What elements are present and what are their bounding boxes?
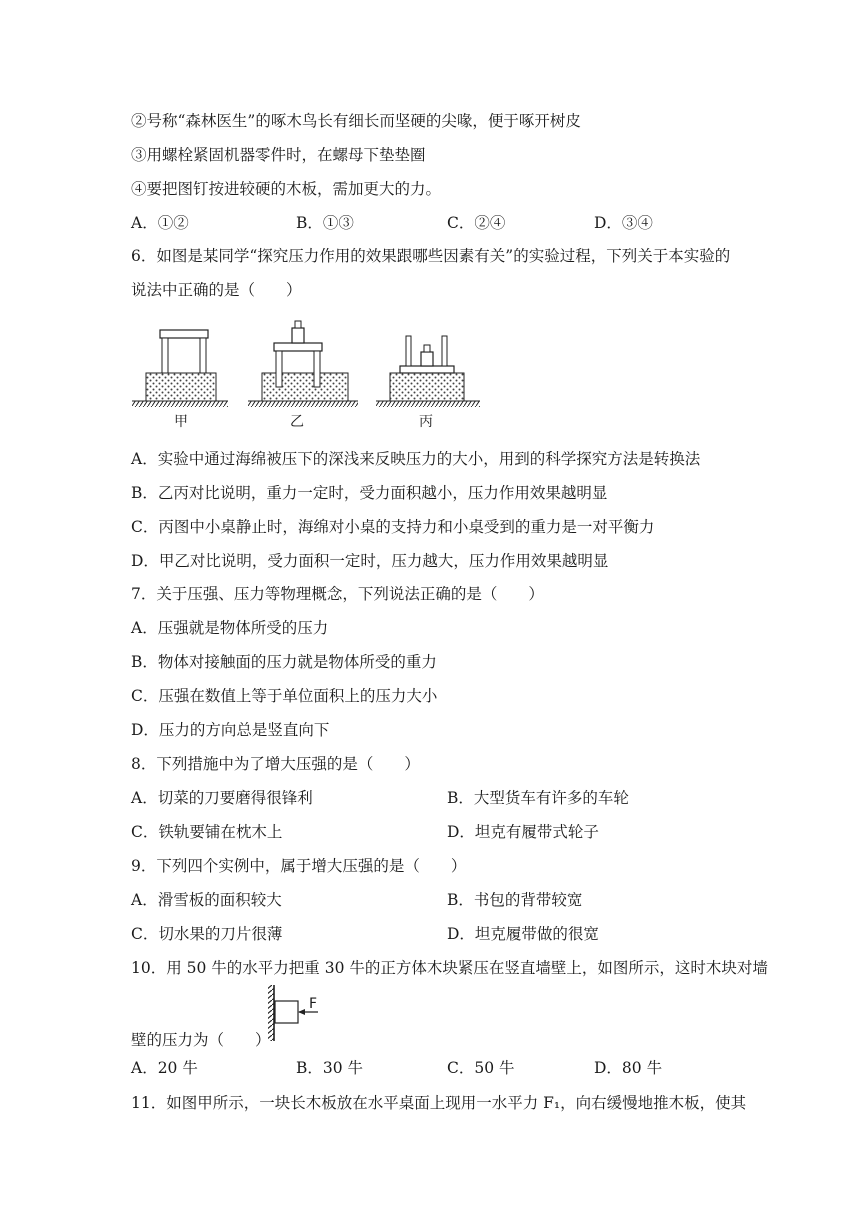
q11-stem: 11．如图甲所示，一块长木板放在水平桌面上现用一水平力 F₁，向右缓慢地推木板，使其 (131, 1094, 747, 1112)
q10-option-b: B．30 牛 (296, 1059, 364, 1077)
q10-option-d: D．80 牛 (594, 1059, 663, 1077)
q10-option-a: A．20 牛 (131, 1059, 198, 1077)
setup-yi (248, 321, 358, 407)
q8-stem: 8．下列措施中为了增大压强的是（ ） (131, 755, 420, 773)
q7-option-b: B．物体对接触面的压力就是物体所受的重力 (131, 653, 437, 671)
q5-option-c: C．②④ (447, 214, 506, 232)
q10-figure (266, 985, 330, 1043)
q10-stem-line-2: 壁的压力为（ ） (131, 1031, 271, 1049)
q6-option-b: B．乙丙对比说明，重力一定时，受力面积越小，压力作用效果越明显 (131, 484, 608, 502)
q6-option-a: A．实验中通过海绵被压下的深浅来反映压力的大小，用到的科学探究方法是转换法 (131, 450, 701, 468)
q9-option-b: B．书包的背带较宽 (447, 891, 583, 909)
q6-option-c: C．丙图中小桌静止时，海绵对小桌的支持力和小桌受到的重力是一对平衡力 (131, 518, 655, 536)
q8-option-b: B．大型货车有许多的车轮 (447, 789, 629, 807)
q8-option-a: A．切菜的刀要磨得很锋利 (131, 789, 313, 807)
q8-option-d: D．坦克有履带式轮子 (447, 823, 599, 841)
q10-stem-line-1: 10．用 50 牛的水平力把重 30 牛的正方体木块紧压在竖直墙壁上，如图所示，这时木块对墙 (131, 959, 768, 977)
force-label: F (309, 996, 318, 1012)
q5-item-2: ②号称“森林医生”的啄木鸟长有细长而坚硬的尖喙，便于啄开树皮 (131, 112, 581, 130)
figure-label-bing: 丙 (419, 414, 433, 430)
q6-option-d: D．甲乙对比说明，受力面积一定时，压力越大，压力作用效果越明显 (131, 552, 609, 570)
q5-option-d: D．③④ (594, 214, 653, 232)
q5-option-b: B．①③ (296, 214, 354, 232)
q6-stem-line-2: 说法中正确的是（ ） (131, 281, 302, 299)
figure-label-jia: 甲 (174, 414, 188, 430)
setup-jia (132, 330, 228, 407)
q7-stem: 7．关于压强、压力等物理概念，下列说法正确的是（ ） (131, 585, 544, 603)
q9-option-a: A．滑雪板的面积较大 (131, 891, 282, 909)
q5-option-a: A．①② (131, 214, 189, 232)
q8-option-c: C．铁轨要铺在枕木上 (131, 823, 283, 841)
q7-option-c: C．压强在数值上等于单位面积上的压力大小 (131, 687, 438, 705)
setup-bing (376, 336, 480, 407)
q10-option-c: C．50 牛 (447, 1059, 515, 1077)
q9-option-d: D．坦克履带做的很宽 (447, 925, 599, 943)
q5-item-3: ③用螺栓紧固机器零件时，在螺母下垫垫圈 (131, 146, 426, 164)
q5-item-4: ④要把图钉按进较硬的木板，需加更大的力。 (131, 180, 442, 198)
figure-label-yi: 乙 (290, 414, 304, 430)
q7-option-a: A．压强就是物体所受的压力 (131, 619, 329, 637)
q7-option-d: D．压力的方向总是竖直向下 (131, 721, 330, 739)
q6-stem-line-1: 6．如图是某同学“探究压力作用的效果跟哪些因素有关”的实验过程，下列关于本实验的 (131, 247, 731, 265)
q9-option-c: C．切水果的刀片很薄 (131, 925, 283, 943)
q9-stem: 9．下列四个实例中，属于增大压强的是（ ） (131, 857, 467, 875)
